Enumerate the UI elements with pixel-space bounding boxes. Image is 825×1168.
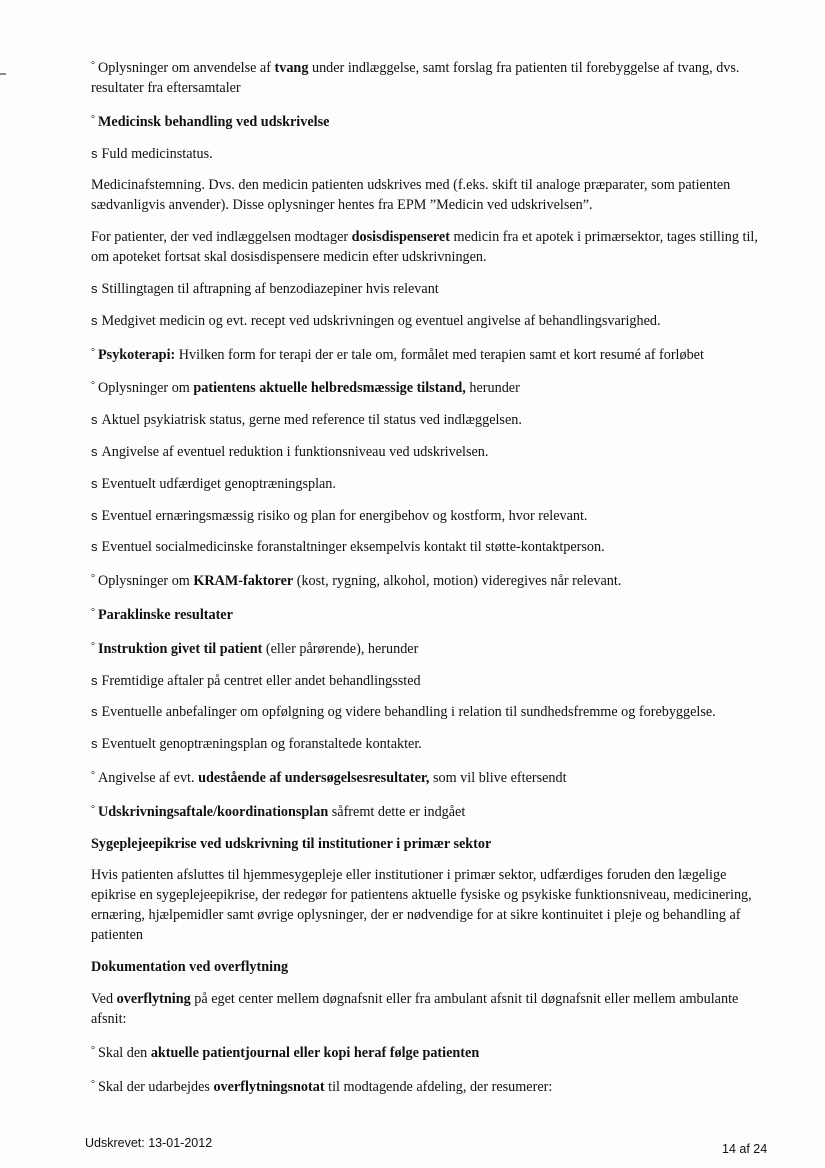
bold-text: KRAM-faktorer [193,573,294,590]
text: til modtagende afdeling, der resumerer: [324,1078,553,1095]
paragraph [91,343,771,365]
text: Medgivet medicin og evt. recept ved udskrivningen og eventuel angivelse af behandlingsvarighed. [101,312,661,329]
text: (kost, rygning, alkohol, motion) videregives når relevant. [293,573,622,590]
footer-printed-date: Udskrevet: 13-01-2012 [85,1136,213,1150]
paragraph [91,734,771,754]
bullet-marker: ° [91,60,95,71]
sub-bullet-marker: s [91,539,98,555]
sub-bullet-marker: s [91,507,98,523]
scan-artifact [0,73,6,75]
paragraph [91,410,771,430]
bullet-marker: ° [91,769,95,781]
text: For patienter, der ved indlæggelsen modtager [91,229,352,246]
paragraph [91,506,771,526]
text: som vil blive eftersendt [429,769,567,786]
text: Medicinafstemning. Dvs. den medicin patienten udskrives med (f.eks. skift til analoge præparater, som patienten sædvanligvis anvender). Disse oplysninger hentes fra EPM ”Medicin ved udskrivelsen”. [91,177,731,214]
paragraph [91,537,771,557]
bullet-marker: ° [91,346,95,358]
text: herunder [465,380,520,397]
bullet-marker: ° [91,113,95,125]
paragraph [91,227,771,267]
section-heading [91,957,771,977]
bold-text: udestående af undersøgelsesresultater, [198,769,430,786]
bullet-marker: ° [91,606,95,618]
text: Angivelse af eventuel reduktion i funktionsniveau ved udskrivelsen. [101,443,489,460]
document-body [91,56,771,1108]
bold-text: overflytning [116,990,191,1007]
text: Skal den [98,1044,151,1061]
bold-text: dosisdispenseret [351,229,450,246]
bullet-marker: ° [91,640,95,652]
paragraph [91,766,771,788]
bold-text: Sygeplejeepikrise ved udskrivning til institutioner i primær sektor [91,835,492,852]
text: såfremt dette er indgået [328,803,466,820]
bold-text: Dokumentation ved overflytning [91,959,289,976]
paragraph [91,603,771,625]
bold-text: overflytningsnotat [213,1078,325,1095]
bold-text: Udskrivningsaftale/koordinationsplan [98,803,329,820]
sub-bullet-marker: s [91,704,98,720]
sub-bullet-marker: s [91,475,98,491]
bold-text: aktuelle patientjournal eller kopi heraf følge patienten [150,1044,480,1061]
bullet-marker: ° [91,380,95,392]
text: Angivelse af evt. [98,769,199,786]
text: medicin fra et apotek i primærsektor, tages stilling til, om apoteket fortsat skal dosisdispensere medicin efter udskrivningen. [91,229,758,266]
paragraph [91,279,771,299]
paragraph [91,702,771,722]
bold-text: Medicinsk behandling ved udskrivelse [98,113,330,130]
sub-bullet-marker: s [91,443,98,459]
text: Oplysninger om [98,573,194,590]
paragraph [91,637,771,659]
paragraph [91,144,771,164]
text: Fremtidige aftaler på centret eller andet behandlingssted [101,672,421,689]
text: (eller pårørende), herunder [262,640,419,657]
sub-bullet-marker: s [91,312,98,328]
bold-text: Psykoterapi: [98,346,176,363]
text: Eventuelt genoptræningsplan og foranstaltede kontakter. [101,736,422,753]
text: Ved [91,990,117,1007]
text: Oplysninger om [98,380,194,397]
paragraph [91,1075,771,1097]
sub-bullet-marker: s [91,412,98,428]
text: på eget center mellem døgnafsnit eller fra ambulant afsnit til døgnafsnit eller mellem ambulante afsnit: [91,990,739,1027]
paragraph [91,989,771,1029]
footer-page-number: 14 af 24 [722,1142,768,1156]
paragraph [91,474,771,494]
paragraph [91,311,771,331]
sub-bullet-marker: s [91,672,98,688]
text: Oplysninger om anvendelse af [98,60,275,76]
text: Eventuel socialmedicinske foranstaltninger eksempelvis kontakt til støtte-kontaktperson. [101,539,605,556]
section-heading [91,834,771,854]
sub-bullet-marker: s [91,280,98,296]
bold-text: Paraklinske resultater [98,606,233,623]
text: Aktuel psykiatrisk status, gerne med reference til status ved indlæggelsen. [101,412,522,429]
paragraph [91,671,771,691]
bold-text: tvang [274,60,309,76]
text: Eventuelt udfærdiget genoptræningsplan. [101,475,336,492]
text: Eventuelle anbefalinger om opfølgning og videre behandling i relation til sundhedsfremme og forebyggelse. [101,704,716,721]
text: Stillingtagen til aftrapning af benzodiazepiner hvis relevant [101,280,439,297]
bold-text: patientens aktuelle helbredsmæssige tilstand, [193,380,466,397]
paragraph [91,800,771,822]
paragraph [91,110,771,132]
bullet-marker: ° [91,1078,95,1090]
paragraph [91,442,771,462]
text: Eventuel ernæringsmæssig risiko og plan for energibehov og kostform, hvor relevant. [101,507,588,524]
paragraph [91,175,771,215]
bold-text: Instruktion givet til patient [98,640,263,657]
bullet-marker: ° [91,573,95,585]
paragraph [91,865,771,945]
paragraph [91,569,771,591]
text: Hvis patienten afsluttes til hjemmesygepleje eller institutioner i primær sektor, udfærdiges foruden den lægelige epikrise en sygeplejeepikrise, der redegør for patientens aktuelle fysiske og psykiske funktionsniveau, medicinering, ernæring, hjælpemidler samt øvrige oplysninger, der er nødvendige for at sikre kontinuitet i pleje og behandling af patienten [91,867,752,944]
sub-bullet-marker: s [91,145,98,161]
text: Hvilken form for terapi der er tale om, formålet med terapien samt et kort resumé af forløbet [175,346,704,363]
paragraph [91,56,771,98]
bullet-marker: ° [91,803,95,815]
bullet-marker: ° [91,1044,95,1056]
paragraph [91,1041,771,1063]
text: Fuld medicinstatus. [101,145,213,162]
text: under indlæggelse, samt forslag fra patienten til forebyggelse af tvang, dvs. resultater fra eftersamtaler [91,60,740,96]
paragraph [91,376,771,398]
sub-bullet-marker: s [91,736,98,752]
text: Skal der udarbejdes [98,1078,214,1095]
